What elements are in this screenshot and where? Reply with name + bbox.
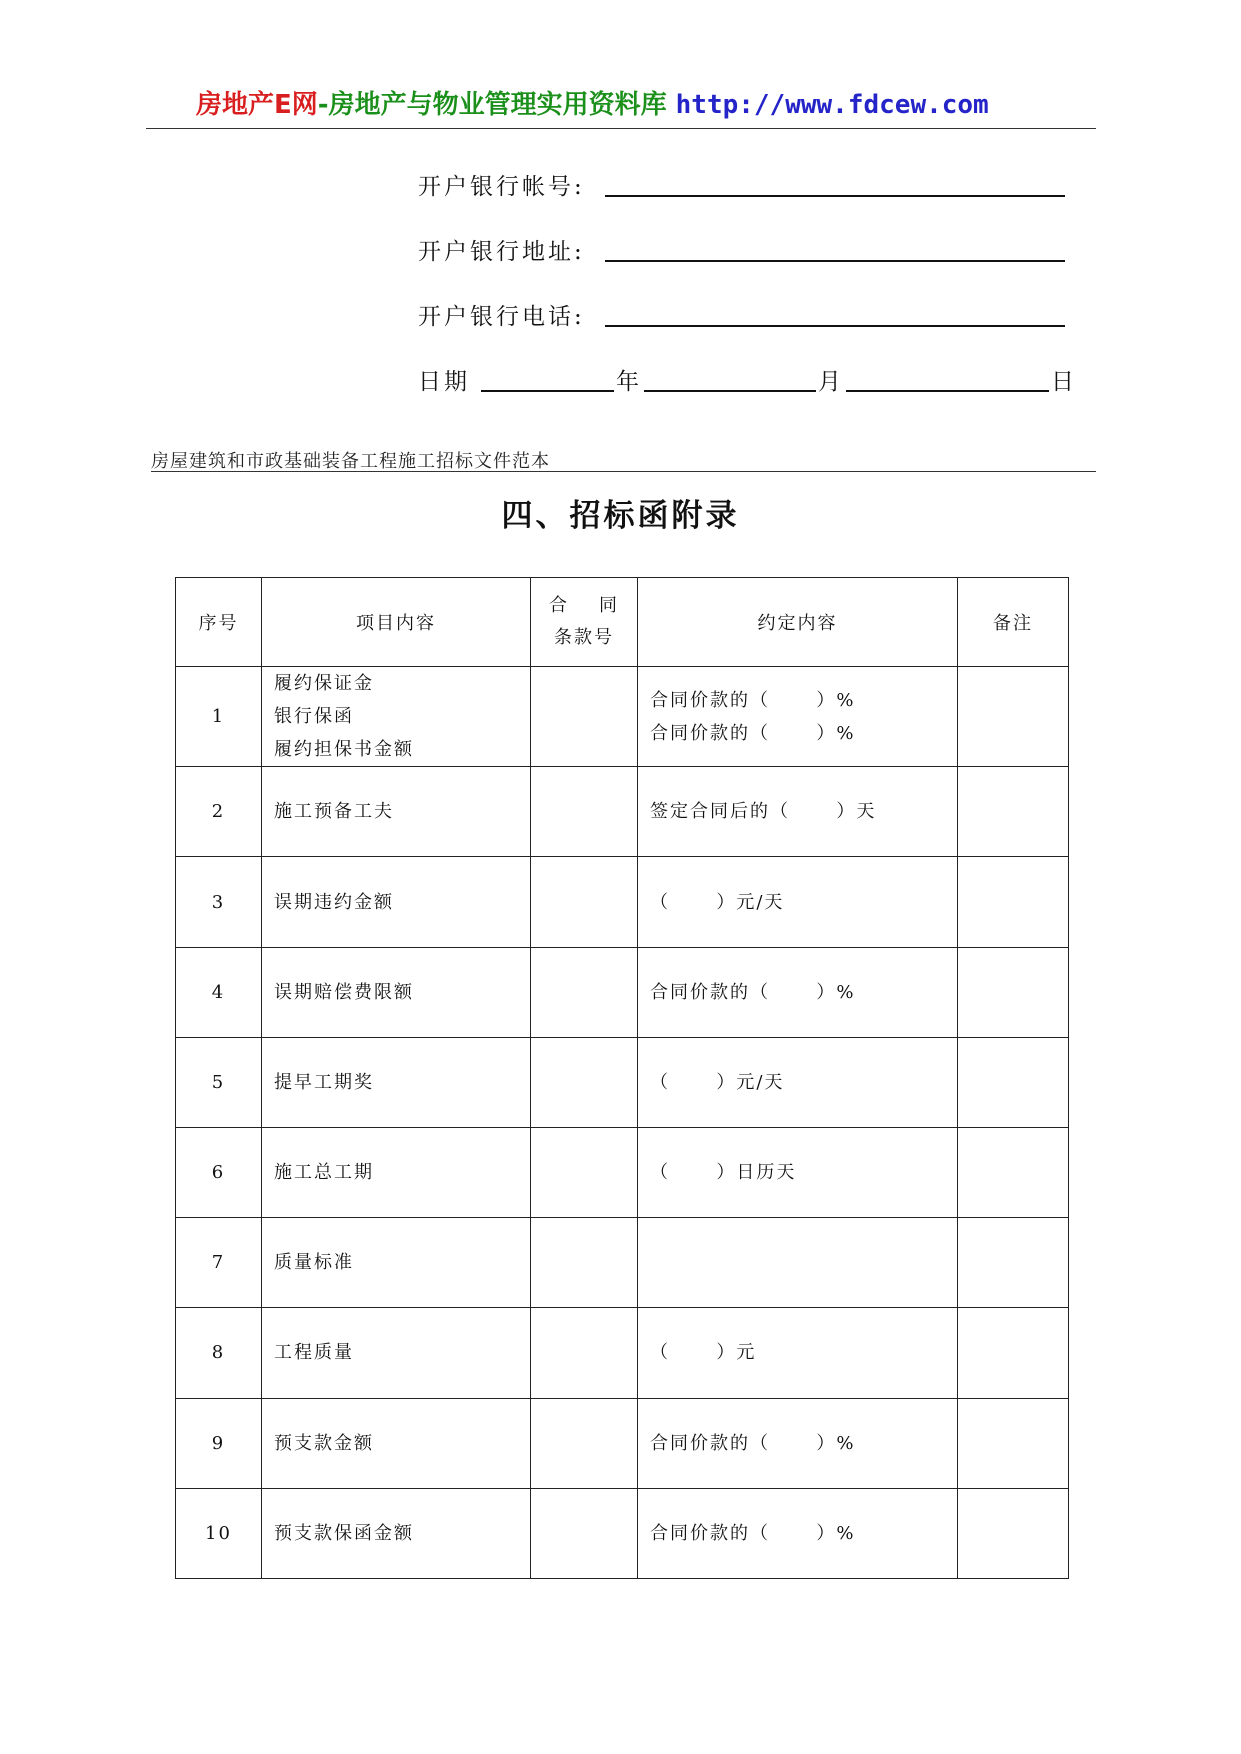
cell-agreed <box>638 947 958 1037</box>
bank-address-label: 开户银行地址: <box>418 239 585 265</box>
agreed-text: 合同价款的（ ）% <box>650 722 856 744</box>
item-text: 履约担保书金额 <box>274 739 414 761</box>
header-separator: - <box>317 90 329 120</box>
item-text: 工程质量 <box>274 1342 354 1364</box>
bank-account-blank <box>605 195 1065 197</box>
cell-remark <box>958 1037 1069 1127</box>
cell-remark <box>958 767 1069 857</box>
item-text: 施工预备工夫 <box>274 801 394 823</box>
cell-agreed <box>638 1127 958 1217</box>
table-header-row <box>176 578 1069 667</box>
cell-item <box>262 1488 531 1578</box>
cell-remark <box>958 1398 1069 1488</box>
cell-agreed <box>638 857 958 947</box>
cell-item <box>262 667 531 767</box>
site-name: 房地产E网 <box>196 90 318 120</box>
cell-item <box>262 1308 531 1398</box>
header-clause-a: 合 <box>549 595 569 616</box>
bank-phone-label: 开户银行电话: <box>418 304 585 330</box>
cell-clause <box>531 857 638 947</box>
item-text: 施工总工期 <box>274 1162 374 1184</box>
date-month-label: 月 <box>818 369 844 395</box>
item-text: 履约保证金 <box>274 673 374 695</box>
header-item: 项目内容 <box>262 578 531 667</box>
cell-clause <box>531 767 638 857</box>
cell-seq: 8 <box>176 1308 262 1398</box>
table-row <box>176 767 1069 857</box>
cell-seq: 9 <box>176 1398 262 1488</box>
date-row <box>418 363 1078 399</box>
cell-seq: 2 <box>176 767 262 857</box>
header-clause-c: 条款号 <box>554 627 614 648</box>
cell-remark <box>958 667 1069 767</box>
cell-seq: 5 <box>176 1037 262 1127</box>
table-row <box>176 1398 1069 1488</box>
item-text: 提早工期奖 <box>274 1071 374 1093</box>
cell-item <box>262 1218 531 1308</box>
cell-clause <box>531 1308 638 1398</box>
table-row <box>176 947 1069 1037</box>
date-day-label: 日 <box>1051 369 1077 395</box>
cell-item <box>262 1037 531 1127</box>
cell-seq: 3 <box>176 857 262 947</box>
site-url-link[interactable]: http://www.fdcew.com <box>675 90 989 120</box>
agreed-text: （ ）元/天 <box>650 1071 785 1093</box>
cell-seq: 6 <box>176 1127 262 1217</box>
section-title: 四、招标函附录 <box>501 498 740 534</box>
cell-item <box>262 857 531 947</box>
table-row <box>176 857 1069 947</box>
cell-item <box>262 1127 531 1217</box>
cell-remark <box>958 1308 1069 1398</box>
bank-account-label: 开户银行帐号: <box>418 174 585 200</box>
agreed-text: （ ）元 <box>650 1342 757 1364</box>
cell-agreed <box>638 1488 958 1578</box>
cell-item <box>262 767 531 857</box>
site-tagline: 房地产与物业管理实用资料库 <box>328 90 667 120</box>
site-header <box>146 88 1096 129</box>
item-text: 误期违约金额 <box>274 891 394 913</box>
bank-phone-blank <box>605 325 1065 327</box>
cell-clause <box>531 1488 638 1578</box>
cell-item <box>262 947 531 1037</box>
appendix-table <box>175 577 1069 1579</box>
agreed-text: 签定合同后的（ ）天 <box>650 801 877 823</box>
cell-remark <box>958 857 1069 947</box>
cell-seq: 7 <box>176 1218 262 1308</box>
table-row <box>176 1218 1069 1308</box>
cell-remark <box>958 1127 1069 1217</box>
cell-seq: 1 <box>176 667 262 767</box>
agreed-text: （ ）日历天 <box>650 1162 797 1184</box>
cell-agreed <box>638 1308 958 1398</box>
cell-remark <box>958 1488 1069 1578</box>
header-clause-text <box>549 590 619 654</box>
cell-clause <box>531 947 638 1037</box>
header-seq: 序号 <box>176 578 262 667</box>
cell-clause <box>531 1037 638 1127</box>
table-row <box>176 1037 1069 1127</box>
item-text: 银行保函 <box>274 706 354 728</box>
header-agreed: 约定内容 <box>638 578 958 667</box>
item-text: 预支款金额 <box>274 1432 374 1454</box>
header-clause <box>531 578 638 667</box>
date-day-blank <box>846 390 1049 392</box>
table-row <box>176 1488 1069 1578</box>
cell-agreed <box>638 1037 958 1127</box>
cell-agreed <box>638 667 958 767</box>
date-label: 日期 <box>418 369 470 395</box>
date-year-blank <box>481 390 614 392</box>
agreed-text: 合同价款的（ ）% <box>650 981 856 1003</box>
cell-remark <box>958 947 1069 1037</box>
running-head: 房屋建筑和市政基础装备工程施工招标文件范本 <box>151 447 1096 472</box>
table-body <box>176 667 1069 1579</box>
cell-seq: 10 <box>176 1488 262 1578</box>
table-row <box>176 1308 1069 1398</box>
table-row <box>176 667 1069 767</box>
cell-agreed <box>638 1218 958 1308</box>
agreed-text: 合同价款的（ ）% <box>650 689 856 711</box>
cell-seq: 4 <box>176 947 262 1037</box>
cell-agreed <box>638 767 958 857</box>
bank-address-blank <box>605 260 1065 262</box>
cell-clause <box>531 667 638 767</box>
cell-agreed <box>638 1398 958 1488</box>
header-clause-b: 同 <box>599 595 619 616</box>
cell-item <box>262 1398 531 1488</box>
header-clause-top <box>549 590 619 622</box>
header-remark: 备注 <box>958 578 1069 667</box>
cell-clause <box>531 1127 638 1217</box>
item-text: 质量标准 <box>274 1252 354 1274</box>
cell-clause <box>531 1398 638 1488</box>
agreed-text: 合同价款的（ ）% <box>650 1432 856 1454</box>
agreed-text: （ ）元/天 <box>650 891 785 913</box>
agreed-text: 合同价款的（ ）% <box>650 1522 856 1544</box>
item-text: 误期赔偿费限额 <box>274 981 414 1003</box>
cell-remark <box>958 1218 1069 1308</box>
date-month-blank <box>644 390 816 392</box>
item-text: 预支款保函金额 <box>274 1522 414 1544</box>
date-year-label: 年 <box>616 369 642 395</box>
cell-clause <box>531 1218 638 1308</box>
site-header-line <box>196 88 989 122</box>
table-row <box>176 1127 1069 1217</box>
